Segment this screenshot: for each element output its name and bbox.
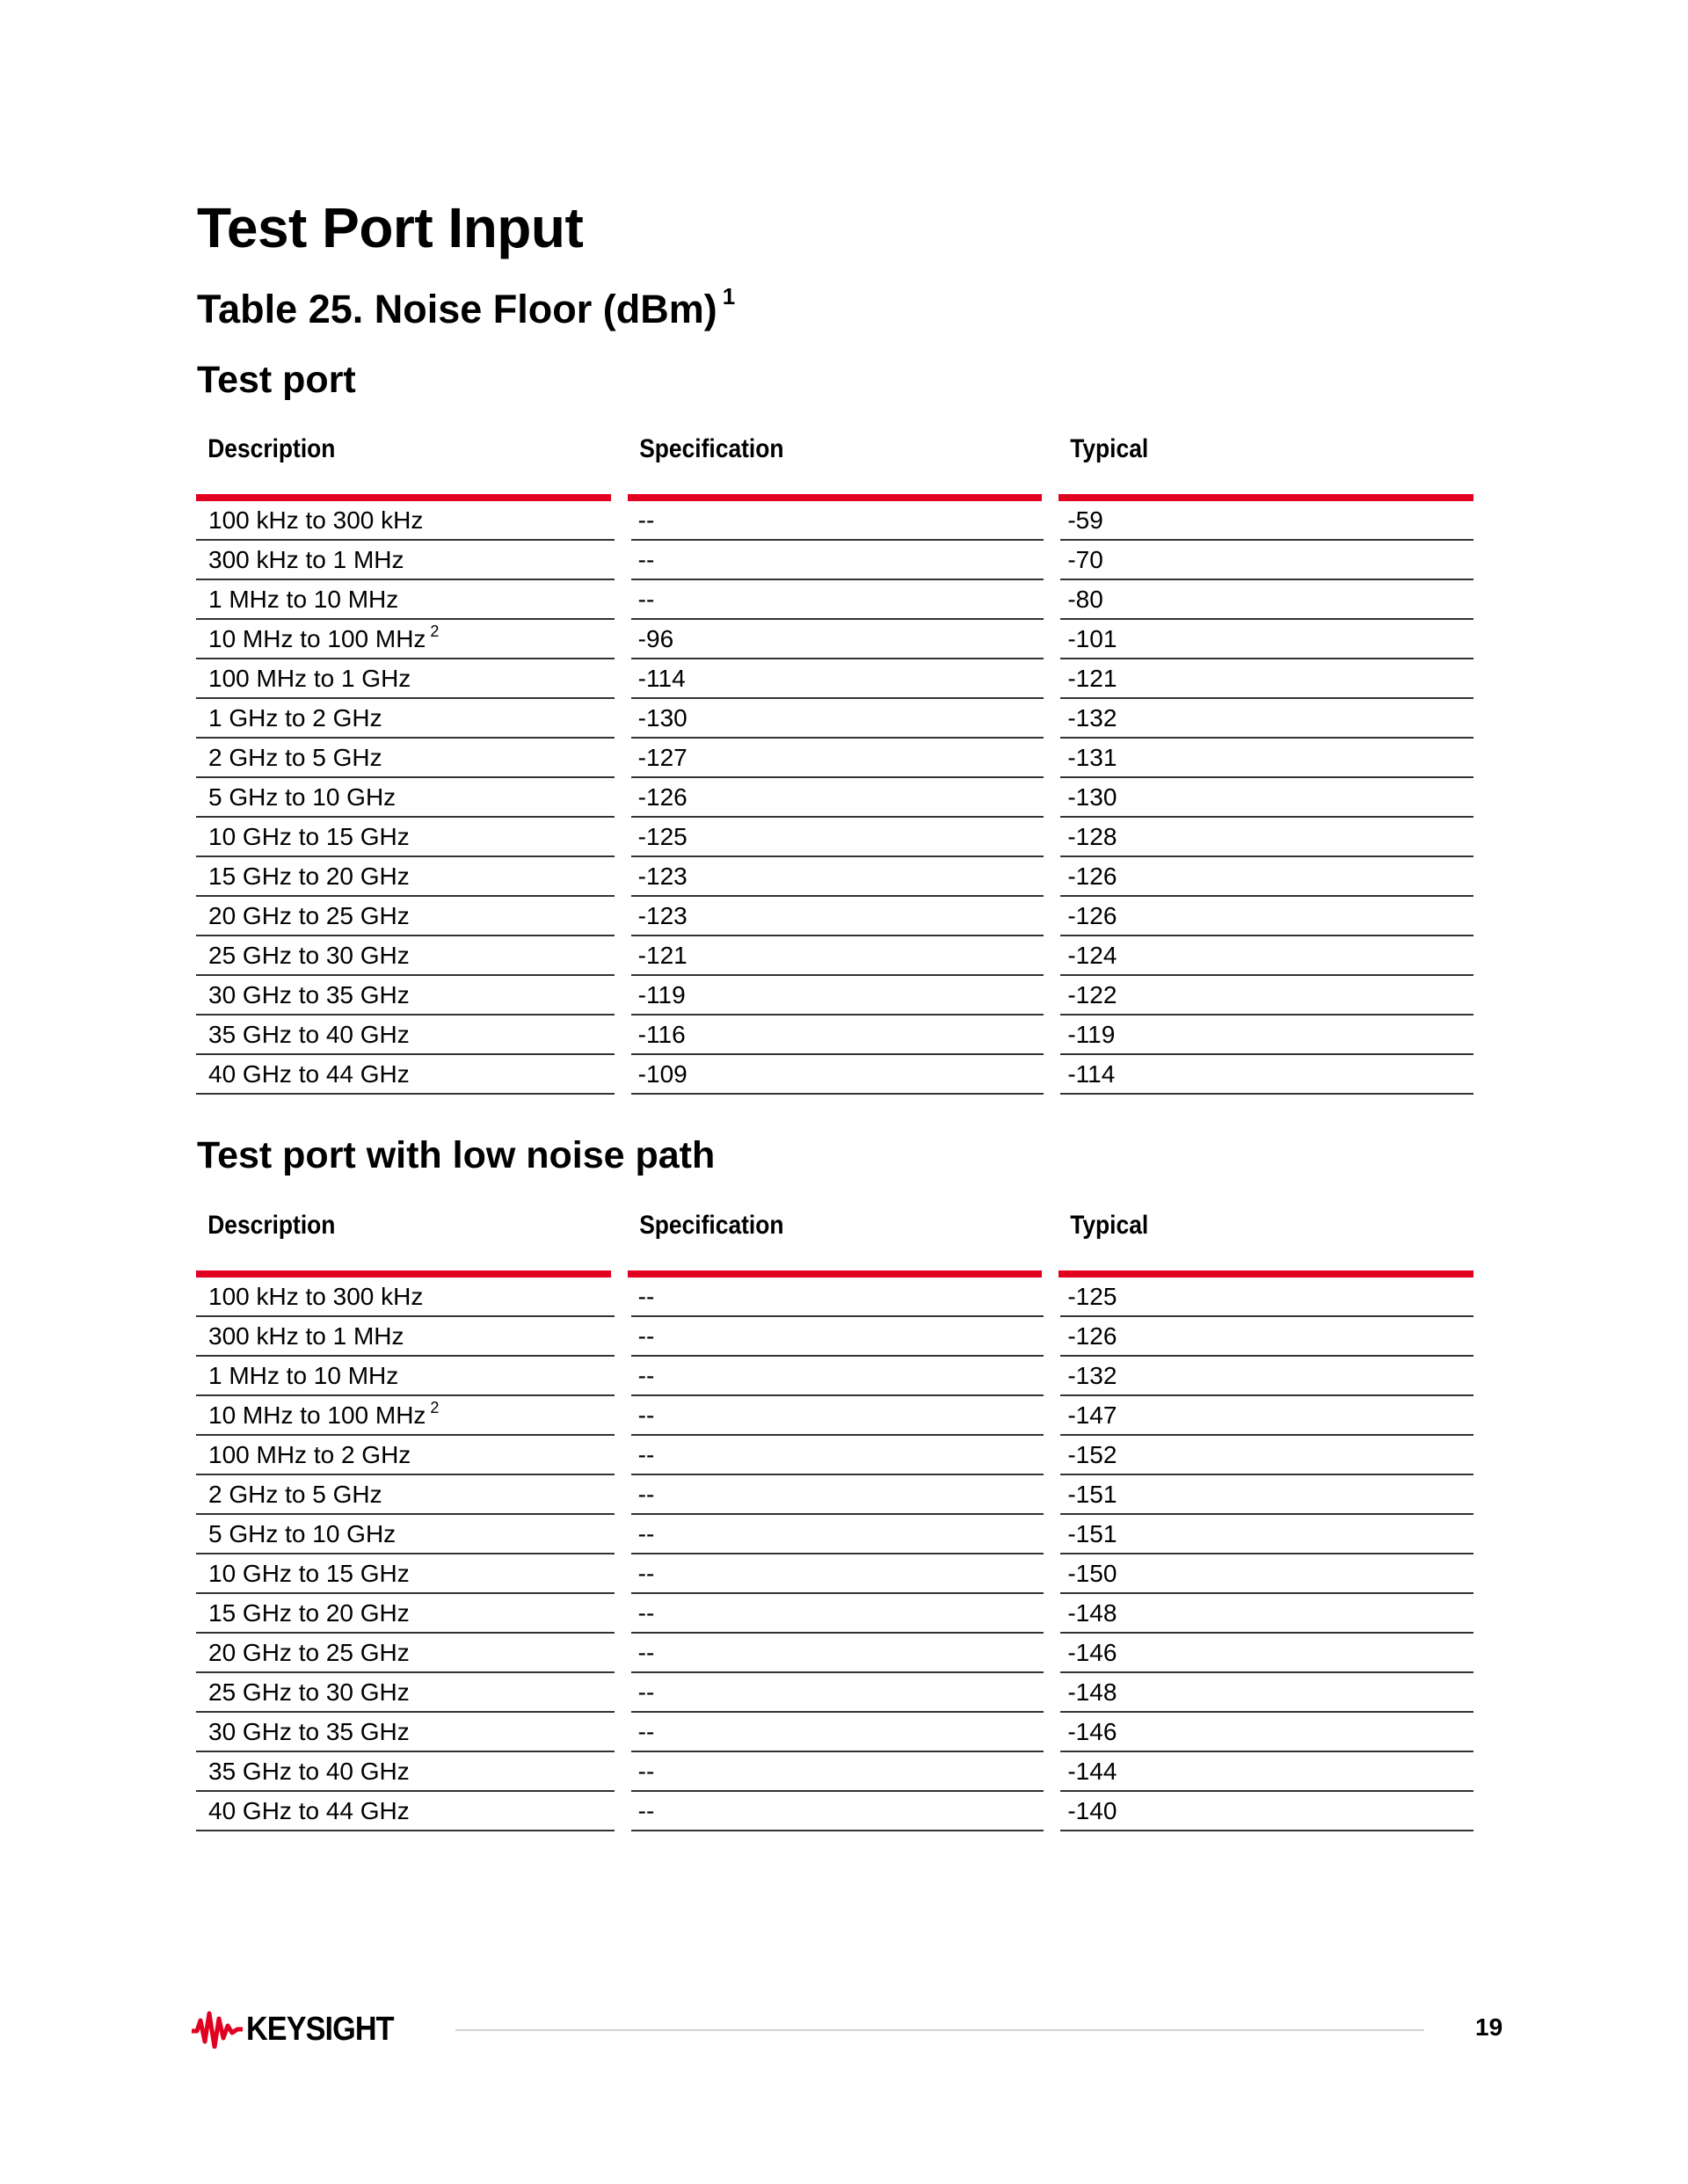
header-red-bar <box>196 1270 611 1278</box>
header-red-bar <box>628 494 1043 501</box>
cell-specification: -- <box>631 1396 1044 1436</box>
cell-description <box>196 778 615 818</box>
header-red-bar <box>1059 1270 1473 1278</box>
cell-specification: -126 <box>631 778 1044 818</box>
description-text: 30 GHz to 35 GHz <box>208 1718 410 1745</box>
cell-typical: -128 <box>1060 818 1473 857</box>
cell-typical: -151 <box>1060 1475 1473 1515</box>
table-row <box>196 936 1473 976</box>
description-text: 5 GHz to 10 GHz <box>208 783 397 811</box>
description-text: 40 GHz to 44 GHz <box>208 1060 410 1088</box>
description-text: 10 GHz to 15 GHz <box>208 1560 410 1587</box>
cell-description <box>196 659 615 699</box>
description-text: 1 MHz to 10 MHz <box>208 586 399 613</box>
cell-typical: -150 <box>1060 1554 1473 1594</box>
cell-specification: -- <box>631 1278 1044 1317</box>
table-row <box>196 1792 1473 1831</box>
cell-specification: -- <box>631 1357 1044 1396</box>
table-row <box>196 897 1473 936</box>
table-row <box>196 1752 1473 1792</box>
footnote-marker: 1 <box>722 283 736 309</box>
cell-description <box>196 501 615 541</box>
header-rule <box>196 494 1473 501</box>
description-text: 20 GHz to 25 GHz <box>208 1639 410 1666</box>
cell-typical: -152 <box>1060 1436 1473 1475</box>
cell-description <box>196 1475 615 1515</box>
description-text: 40 GHz to 44 GHz <box>208 1797 410 1824</box>
keysight-wave-icon <box>192 2010 243 2049</box>
table-row <box>196 1554 1473 1594</box>
table-row <box>196 541 1473 580</box>
cell-specification: -- <box>631 1792 1044 1831</box>
table-row <box>196 620 1473 659</box>
table-row <box>196 1594 1473 1634</box>
cell-specification: -- <box>631 580 1044 620</box>
cell-typical: -148 <box>1060 1594 1473 1634</box>
cell-specification: -- <box>631 1317 1044 1357</box>
cell-specification: -125 <box>631 818 1044 857</box>
table-title <box>197 283 736 332</box>
header-red-bar <box>1059 494 1473 501</box>
cell-specification: -121 <box>631 936 1044 976</box>
column-header-description: Description <box>207 1211 336 1240</box>
cell-description <box>196 818 615 857</box>
table-header <box>196 1211 1473 1255</box>
description-text: 25 GHz to 30 GHz <box>208 942 410 969</box>
cell-typical: -132 <box>1060 1357 1473 1396</box>
cell-typical: -121 <box>1060 659 1473 699</box>
table-row <box>196 1396 1473 1436</box>
cell-typical: -148 <box>1060 1673 1473 1713</box>
column-header-typical: Typical <box>1070 434 1149 463</box>
description-text: 300 kHz to 1 MHz <box>208 546 404 573</box>
cell-typical: -131 <box>1060 739 1473 778</box>
description-text: 300 kHz to 1 MHz <box>208 1322 404 1350</box>
description-text: 25 GHz to 30 GHz <box>208 1678 410 1706</box>
cell-typical: -130 <box>1060 778 1473 818</box>
cell-typical: -126 <box>1060 897 1473 936</box>
column-header-description: Description <box>207 434 336 463</box>
cell-typical: -146 <box>1060 1634 1473 1673</box>
description-text: 35 GHz to 40 GHz <box>208 1021 410 1048</box>
table-row <box>196 580 1473 620</box>
table-row <box>196 1317 1473 1357</box>
table-row <box>196 739 1473 778</box>
column-header-typical: Typical <box>1070 1211 1149 1240</box>
table-row <box>196 1515 1473 1554</box>
cell-specification: -- <box>631 1515 1044 1554</box>
cell-description <box>196 1634 615 1673</box>
description-text: 1 GHz to 2 GHz <box>208 704 382 732</box>
cell-typical: -119 <box>1060 1016 1473 1055</box>
table-row <box>196 976 1473 1016</box>
cell-description <box>196 1752 615 1792</box>
table-row <box>196 1278 1473 1317</box>
noise-floor-table-test-port <box>196 434 1473 1095</box>
description-text: 100 MHz to 2 GHz <box>208 1441 411 1468</box>
cell-specification: -- <box>631 1634 1044 1673</box>
cell-specification: -116 <box>631 1016 1044 1055</box>
cell-typical: -101 <box>1060 620 1473 659</box>
cell-description <box>196 1713 615 1752</box>
table-row <box>196 1634 1473 1673</box>
description-text: 1 MHz to 10 MHz <box>208 1362 399 1389</box>
header-red-bar <box>196 494 611 501</box>
table-row <box>196 1016 1473 1055</box>
cell-description <box>196 1396 615 1436</box>
table-row <box>196 501 1473 541</box>
description-text: 20 GHz to 25 GHz <box>208 902 410 929</box>
description-text: 35 GHz to 40 GHz <box>208 1758 410 1785</box>
cell-typical: -80 <box>1060 580 1473 620</box>
cell-specification: -- <box>631 541 1044 580</box>
table-row <box>196 659 1473 699</box>
cell-typical: -114 <box>1060 1055 1473 1095</box>
cell-description <box>196 1594 615 1634</box>
cell-description <box>196 1673 615 1713</box>
cell-typical: -59 <box>1060 501 1473 541</box>
cell-description <box>196 1055 615 1095</box>
table-row <box>196 857 1473 897</box>
table-row <box>196 1055 1473 1095</box>
cell-typical: -125 <box>1060 1278 1473 1317</box>
cell-description <box>196 1357 615 1396</box>
cell-typical: -132 <box>1060 699 1473 739</box>
cell-description <box>196 1792 615 1831</box>
cell-specification: -123 <box>631 857 1044 897</box>
cell-typical: -122 <box>1060 976 1473 1016</box>
cell-specification: -119 <box>631 976 1044 1016</box>
cell-description <box>196 1278 615 1317</box>
footnote-marker: 2 <box>430 1399 440 1416</box>
cell-specification: -- <box>631 1554 1044 1594</box>
table-row <box>196 1357 1473 1396</box>
description-text: 100 kHz to 300 kHz <box>208 506 424 534</box>
keysight-logo <box>192 2010 410 2049</box>
cell-typical: -126 <box>1060 857 1473 897</box>
table-title-text: Table 25. Noise Floor (dBm) <box>197 287 717 331</box>
description-text: 100 kHz to 300 kHz <box>208 1283 424 1310</box>
cell-description <box>196 541 615 580</box>
cell-description <box>196 1436 615 1475</box>
cell-description <box>196 1554 615 1594</box>
description-text: 15 GHz to 20 GHz <box>208 1599 410 1627</box>
cell-specification: -127 <box>631 739 1044 778</box>
cell-typical: -151 <box>1060 1515 1473 1554</box>
cell-description <box>196 1515 615 1554</box>
cell-specification: -114 <box>631 659 1044 699</box>
table-row <box>196 1475 1473 1515</box>
cell-typical: -146 <box>1060 1713 1473 1752</box>
description-text: 30 GHz to 35 GHz <box>208 981 410 1008</box>
logo-text: KEYSIGHT <box>246 2010 394 2048</box>
cell-typical: -70 <box>1060 541 1473 580</box>
cell-typical: -147 <box>1060 1396 1473 1436</box>
footnote-marker: 2 <box>430 622 440 640</box>
cell-description <box>196 976 615 1016</box>
table-header <box>196 434 1473 478</box>
description-text: 5 GHz to 10 GHz <box>208 1520 397 1547</box>
table-row <box>196 699 1473 739</box>
cell-specification: -- <box>631 1594 1044 1634</box>
column-header-specification: Specification <box>638 434 784 463</box>
cell-specification: -123 <box>631 897 1044 936</box>
cell-specification: -- <box>631 1752 1044 1792</box>
cell-description <box>196 1016 615 1055</box>
description-text: 100 MHz to 1 GHz <box>208 665 411 692</box>
cell-specification: -109 <box>631 1055 1044 1095</box>
cell-specification: -96 <box>631 620 1044 659</box>
description-text: 10 MHz to 100 MHz <box>208 625 426 652</box>
section-title-low-noise-path: Test port with low noise path <box>197 1134 716 1176</box>
cell-description <box>196 1317 615 1357</box>
cell-typical: -144 <box>1060 1752 1473 1792</box>
cell-description <box>196 620 615 659</box>
cell-description <box>196 739 615 778</box>
table-row <box>196 818 1473 857</box>
header-rule <box>196 1270 1473 1278</box>
table-row <box>196 1713 1473 1752</box>
description-text: 10 MHz to 100 MHz <box>208 1401 426 1429</box>
cell-typical: -126 <box>1060 1317 1473 1357</box>
cell-description <box>196 580 615 620</box>
description-text: 2 GHz to 5 GHz <box>208 744 382 771</box>
cell-typical: -140 <box>1060 1792 1473 1831</box>
cell-specification: -130 <box>631 699 1044 739</box>
table-row <box>196 1436 1473 1475</box>
description-text: 10 GHz to 15 GHz <box>208 823 410 850</box>
description-text: 2 GHz to 5 GHz <box>208 1481 382 1508</box>
cell-description <box>196 699 615 739</box>
footer-divider <box>455 2029 1424 2031</box>
cell-specification: -- <box>631 1673 1044 1713</box>
description-text: 15 GHz to 20 GHz <box>208 863 410 890</box>
page-title: Test Port Input <box>197 196 584 259</box>
table-row <box>196 1673 1473 1713</box>
header-red-bar <box>628 1270 1043 1278</box>
noise-floor-table-low-noise <box>196 1211 1473 1831</box>
table-row <box>196 778 1473 818</box>
cell-specification: -- <box>631 501 1044 541</box>
cell-specification: -- <box>631 1713 1044 1752</box>
cell-specification: -- <box>631 1475 1044 1515</box>
section-title-test-port: Test port <box>197 359 356 401</box>
cell-typical: -124 <box>1060 936 1473 976</box>
cell-description <box>196 936 615 976</box>
cell-specification: -- <box>631 1436 1044 1475</box>
cell-description <box>196 857 615 897</box>
column-header-specification: Specification <box>638 1211 784 1240</box>
page-number: 19 <box>1475 2013 1503 2041</box>
cell-description <box>196 897 615 936</box>
